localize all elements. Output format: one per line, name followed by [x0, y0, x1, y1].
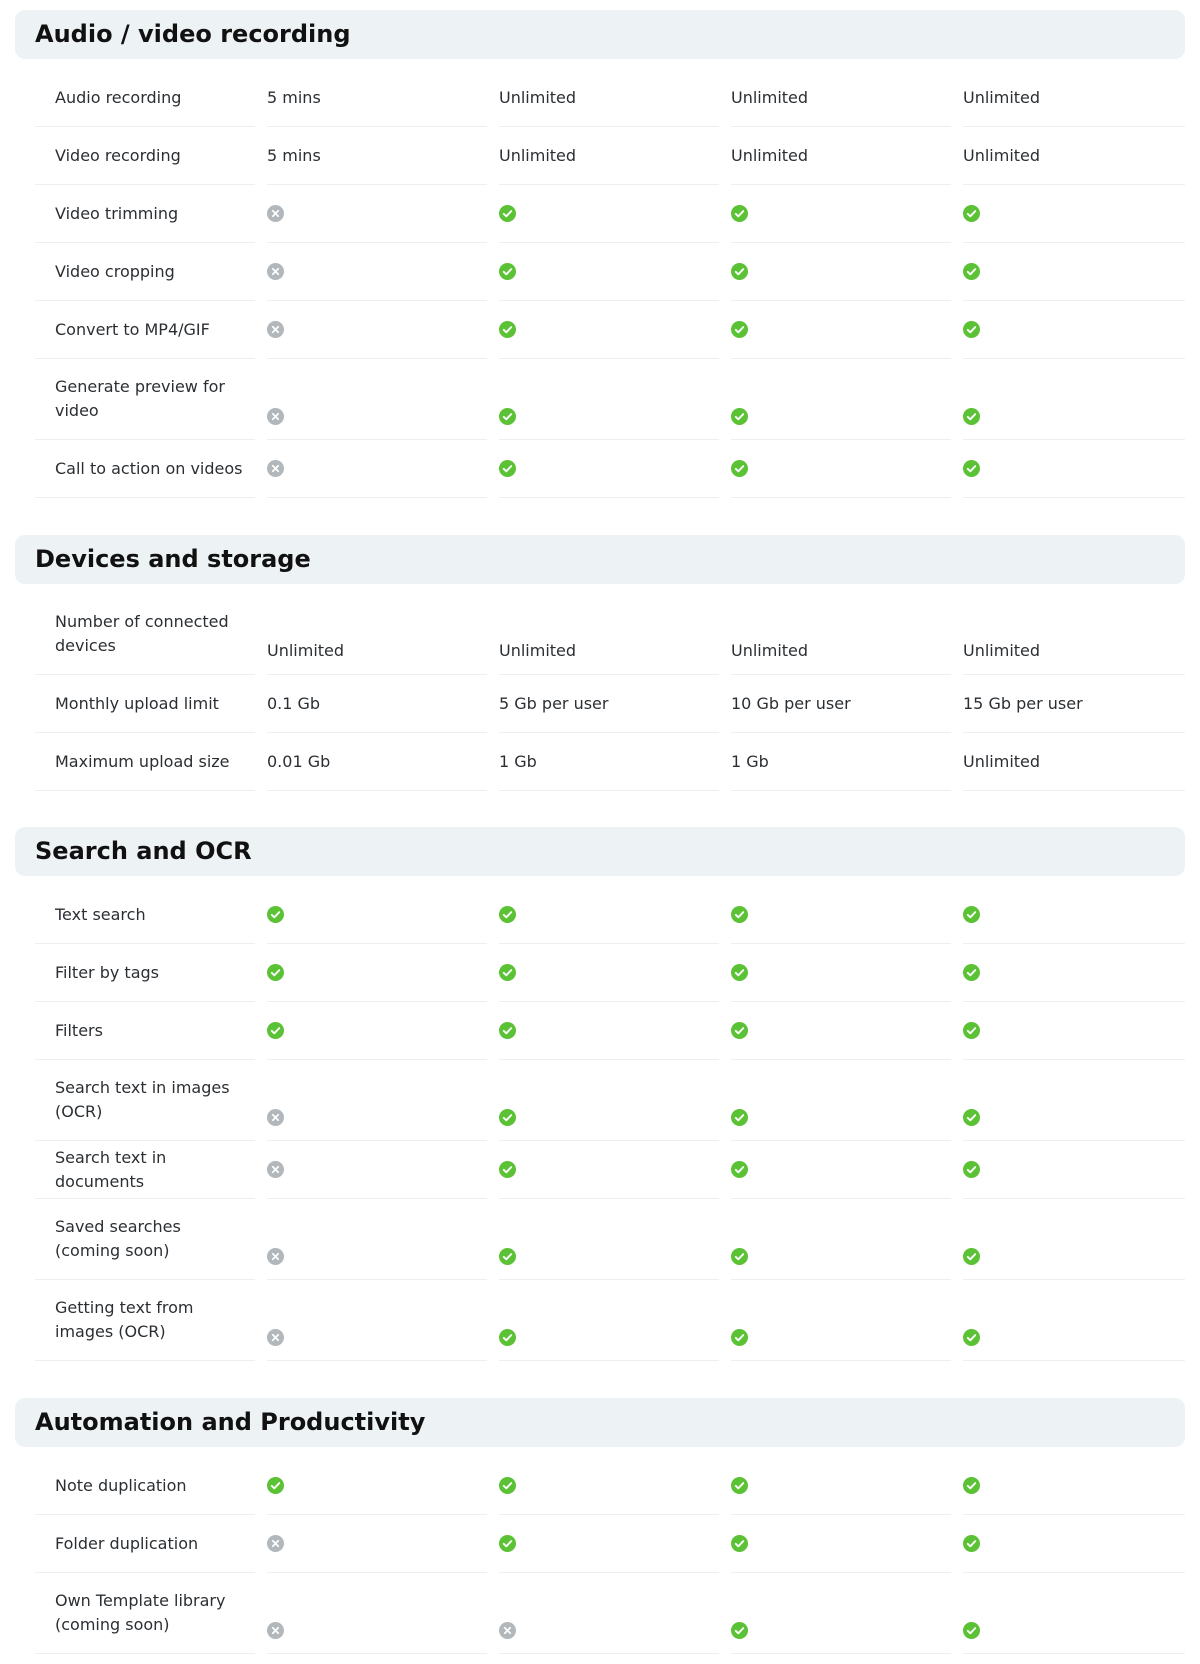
table-row [0, 301, 1200, 359]
x-circle-icon [267, 1248, 284, 1265]
plan-value-cell [499, 1457, 719, 1515]
plan-value: Unlimited [963, 641, 1041, 660]
plan-value: Unlimited [731, 88, 809, 107]
plan-value-cell [963, 1002, 1185, 1060]
plan-value-cell [499, 1280, 719, 1361]
plan-value-cell [499, 1573, 719, 1654]
table-row [0, 243, 1200, 301]
plan-value: 15 Gb per user [963, 694, 1083, 713]
plan-value: Unlimited [499, 146, 577, 165]
plan-value-cell [267, 440, 487, 498]
check-circle-icon [499, 205, 516, 222]
plan-value-cell [267, 243, 487, 301]
table-row [0, 1515, 1200, 1573]
check-circle-icon [731, 906, 748, 923]
plan-value: 5 mins [267, 146, 321, 165]
plan-value-cell [499, 185, 719, 243]
feature-label: Filters [55, 1020, 103, 1040]
check-circle-icon [731, 460, 748, 477]
feature-label-cell [35, 69, 255, 127]
plan-value-cell [267, 301, 487, 359]
plan-value-cell [499, 675, 719, 733]
feature-label: Filter by tags [55, 962, 159, 982]
check-circle-icon [731, 1248, 748, 1265]
table-row [0, 1002, 1200, 1060]
plan-value: Unlimited [963, 752, 1041, 771]
plan-value-cell [963, 440, 1185, 498]
plan-value-cell [731, 359, 951, 440]
plan-value-cell [499, 359, 719, 440]
plan-value-cell [731, 185, 951, 243]
plan-value-cell [267, 675, 487, 733]
plan-value: 1 Gb [731, 752, 769, 771]
plan-value-cell [963, 1515, 1185, 1573]
check-circle-icon [963, 321, 980, 338]
check-circle-icon [731, 205, 748, 222]
plan-value-cell [963, 886, 1185, 944]
check-circle-icon [963, 1161, 980, 1178]
x-circle-icon [267, 1329, 284, 1346]
plan-value: Unlimited [963, 88, 1041, 107]
check-circle-icon [731, 1622, 748, 1639]
feature-label-cell [35, 359, 255, 440]
plan-value-cell [963, 301, 1185, 359]
section-title: Search and OCR [35, 837, 252, 865]
plan-value-cell [963, 1199, 1185, 1280]
check-circle-icon [963, 408, 980, 425]
feature-label-cell [35, 594, 255, 675]
plan-value-cell [731, 1002, 951, 1060]
plan-value-cell [731, 1573, 951, 1654]
plan-value-cell [731, 944, 951, 1002]
check-circle-icon [963, 964, 980, 981]
plan-value-cell [731, 69, 951, 127]
plan-value-cell [499, 1515, 719, 1573]
check-circle-icon [731, 1477, 748, 1494]
plan-value-cell [267, 127, 487, 185]
x-circle-icon [267, 321, 284, 338]
feature-label-cell [35, 733, 255, 791]
table-row [0, 1573, 1200, 1654]
section-title: Devices and storage [35, 545, 311, 573]
check-circle-icon [963, 263, 980, 280]
x-circle-icon [267, 1622, 284, 1639]
check-circle-icon [267, 964, 284, 981]
check-circle-icon [731, 1109, 748, 1126]
feature-label-cell [35, 243, 255, 301]
plan-value-cell [499, 301, 719, 359]
plan-value-cell [963, 1573, 1185, 1654]
x-circle-icon [267, 205, 284, 222]
plan-value: Unlimited [499, 641, 577, 660]
feature-label: Call to action on videos [55, 458, 243, 478]
x-circle-icon [499, 1622, 516, 1639]
plan-value-cell [499, 594, 719, 675]
feature-label-cell [35, 301, 255, 359]
plan-value-cell [731, 886, 951, 944]
check-circle-icon [499, 1022, 516, 1039]
feature-label-cell [35, 440, 255, 498]
feature-label: Convert to MP4/GIF [55, 319, 210, 339]
plan-value-cell [499, 944, 719, 1002]
check-circle-icon [499, 1109, 516, 1126]
plan-value: 5 Gb per user [499, 694, 609, 713]
plan-value-cell [963, 733, 1185, 791]
plan-value-cell [963, 127, 1185, 185]
feature-label: Own Template library (coming soon) [55, 1591, 226, 1634]
check-circle-icon [963, 906, 980, 923]
plan-value-cell [499, 127, 719, 185]
table-row [0, 733, 1200, 791]
feature-label: Text search [55, 904, 146, 924]
check-circle-icon [963, 1477, 980, 1494]
feature-label-cell [35, 1141, 255, 1199]
plan-value-cell [731, 301, 951, 359]
plan-value-cell [267, 733, 487, 791]
plan-value-cell [267, 69, 487, 127]
plan-value-cell [267, 1141, 487, 1199]
x-circle-icon [267, 460, 284, 477]
plan-value-cell [267, 1280, 487, 1361]
plan-value-cell [731, 675, 951, 733]
section-header [15, 1398, 1185, 1447]
check-circle-icon [267, 1022, 284, 1039]
plan-value-cell [499, 440, 719, 498]
plan-value-cell [963, 594, 1185, 675]
section-title: Audio / video recording [35, 20, 351, 48]
plan-value-cell [963, 1280, 1185, 1361]
table-row [0, 594, 1200, 675]
table-row [0, 1060, 1200, 1141]
x-circle-icon [267, 1109, 284, 1126]
plan-value-cell [499, 733, 719, 791]
feature-label: Audio recording [55, 87, 182, 107]
feature-label: Number of connected devices [55, 612, 229, 655]
plan-value: 0.01 Gb [267, 752, 331, 771]
plan-value: Unlimited [267, 641, 345, 660]
check-circle-icon [499, 906, 516, 923]
plan-value: Unlimited [731, 641, 809, 660]
plan-value-cell [731, 1141, 951, 1199]
check-circle-icon [963, 1248, 980, 1265]
feature-label: Folder duplication [55, 1533, 199, 1553]
x-circle-icon [267, 1161, 284, 1178]
plan-value: Unlimited [963, 146, 1041, 165]
table-row [0, 69, 1200, 127]
plan-value-cell [267, 594, 487, 675]
plan-value: 1 Gb [499, 752, 537, 771]
feature-label: Saved searches (coming soon) [55, 1217, 181, 1260]
plan-value-cell [963, 675, 1185, 733]
plan-value: 5 mins [267, 88, 321, 107]
plan-value-cell [731, 1457, 951, 1515]
feature-label-cell [35, 185, 255, 243]
plan-value-cell [963, 1060, 1185, 1141]
feature-label: Getting text from images (OCR) [55, 1298, 194, 1341]
plan-value-cell [267, 1573, 487, 1654]
plan-value: Unlimited [499, 88, 577, 107]
feature-label-cell [35, 1280, 255, 1361]
table-row [0, 127, 1200, 185]
table-row [0, 1141, 1200, 1199]
feature-label-cell [35, 886, 255, 944]
plan-value-cell [963, 1457, 1185, 1515]
plan-value-cell [731, 440, 951, 498]
section-header [15, 827, 1185, 876]
plan-value-cell [499, 1060, 719, 1141]
check-circle-icon [963, 1622, 980, 1639]
plan-value-cell [963, 1141, 1185, 1199]
plan-value: 0.1 Gb [267, 694, 321, 713]
check-circle-icon [499, 1535, 516, 1552]
check-circle-icon [963, 1329, 980, 1346]
check-circle-icon [731, 1161, 748, 1178]
feature-label-cell [35, 1002, 255, 1060]
feature-label: Search text in images (OCR) [55, 1078, 230, 1121]
x-circle-icon [267, 263, 284, 280]
check-circle-icon [499, 321, 516, 338]
plan-value-cell [499, 1199, 719, 1280]
plan-value-cell [267, 1515, 487, 1573]
plan-value-cell [731, 594, 951, 675]
section-header [15, 535, 1185, 584]
check-circle-icon [963, 1109, 980, 1126]
plan-value-cell [267, 1002, 487, 1060]
plan-value: Unlimited [731, 146, 809, 165]
plan-value-cell [499, 1002, 719, 1060]
plan-value-cell [267, 1457, 487, 1515]
plan-value-cell [963, 69, 1185, 127]
plan-value-cell [963, 359, 1185, 440]
check-circle-icon [731, 1535, 748, 1552]
table-row [0, 1199, 1200, 1280]
feature-label-cell [35, 1060, 255, 1141]
check-circle-icon [499, 964, 516, 981]
feature-label-cell [35, 944, 255, 1002]
plan-value-cell [499, 1141, 719, 1199]
check-circle-icon [731, 408, 748, 425]
table-row [0, 944, 1200, 1002]
feature-label: Monthly upload limit [55, 693, 219, 713]
plan-value-cell [731, 1515, 951, 1573]
check-circle-icon [267, 906, 284, 923]
plan-value: 10 Gb per user [731, 694, 851, 713]
check-circle-icon [731, 1022, 748, 1039]
feature-label-cell [35, 1457, 255, 1515]
check-circle-icon [499, 460, 516, 477]
plan-value-cell [731, 1280, 951, 1361]
table-row [0, 359, 1200, 440]
feature-label: Generate preview for video [55, 377, 225, 420]
check-circle-icon [731, 321, 748, 338]
plan-value-cell [731, 1060, 951, 1141]
plan-value-cell [267, 1199, 487, 1280]
check-circle-icon [499, 1161, 516, 1178]
table-row [0, 1280, 1200, 1361]
plan-value-cell [267, 185, 487, 243]
x-circle-icon [267, 408, 284, 425]
feature-label: Note duplication [55, 1475, 187, 1495]
table-row [0, 1457, 1200, 1515]
check-circle-icon [499, 263, 516, 280]
table-row [0, 886, 1200, 944]
plan-value-cell [499, 69, 719, 127]
plan-value-cell [499, 243, 719, 301]
table-row [0, 675, 1200, 733]
feature-label: Video recording [55, 145, 181, 165]
plan-value-cell [731, 243, 951, 301]
check-circle-icon [731, 263, 748, 280]
plan-value-cell [731, 127, 951, 185]
plan-value-cell [267, 886, 487, 944]
plan-value-cell [963, 944, 1185, 1002]
feature-label-cell [35, 1515, 255, 1573]
plan-value-cell [267, 1060, 487, 1141]
check-circle-icon [499, 408, 516, 425]
check-circle-icon [267, 1477, 284, 1494]
feature-label-cell [35, 127, 255, 185]
check-circle-icon [963, 1535, 980, 1552]
check-circle-icon [731, 964, 748, 981]
check-circle-icon [499, 1248, 516, 1265]
plan-value-cell [499, 886, 719, 944]
table-row [0, 440, 1200, 498]
feature-label-cell [35, 1573, 255, 1654]
section-title: Automation and Productivity [35, 1408, 426, 1436]
plan-value-cell [267, 944, 487, 1002]
feature-label: Maximum upload size [55, 751, 230, 771]
feature-label: Video cropping [55, 261, 175, 281]
plan-value-cell [731, 1199, 951, 1280]
check-circle-icon [499, 1477, 516, 1494]
plan-value-cell [963, 243, 1185, 301]
check-circle-icon [963, 1022, 980, 1039]
feature-label: Search text in documents [55, 1147, 167, 1191]
feature-label-cell [35, 1199, 255, 1280]
feature-label-cell [35, 675, 255, 733]
x-circle-icon [267, 1535, 284, 1552]
check-circle-icon [499, 1329, 516, 1346]
section-header [15, 10, 1185, 59]
check-circle-icon [963, 205, 980, 222]
check-circle-icon [963, 460, 980, 477]
check-circle-icon [731, 1329, 748, 1346]
plan-value-cell [963, 185, 1185, 243]
feature-label: Video trimming [55, 203, 179, 223]
table-row [0, 185, 1200, 243]
plan-value-cell [731, 733, 951, 791]
plan-value-cell [267, 359, 487, 440]
